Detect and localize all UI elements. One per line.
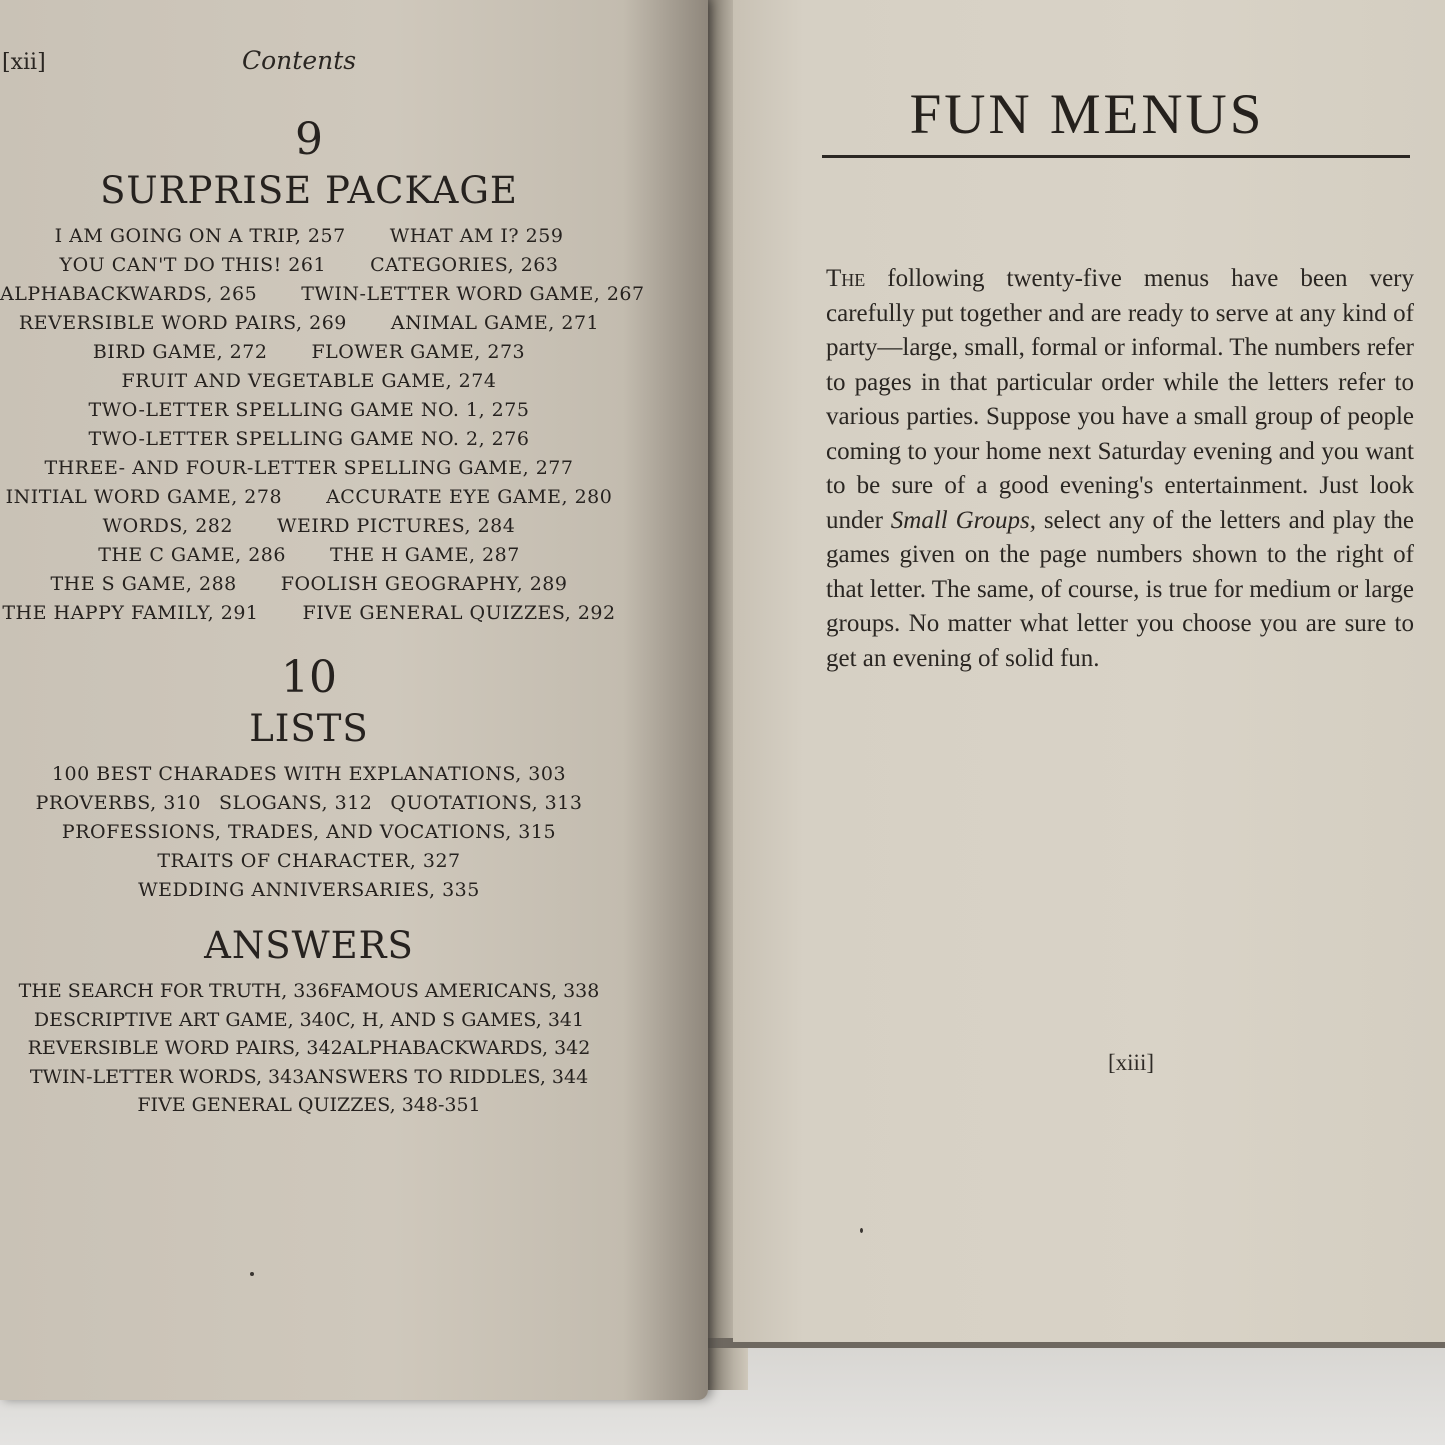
toc-line: [0, 541, 618, 570]
running-head: Contents: [242, 46, 357, 75]
toc-line: [0, 280, 645, 309]
toc-line: [0, 367, 618, 396]
toc-entry: THREE- AND FOUR-LETTER SPELLING GAME, 277: [44, 457, 574, 479]
chapter-10-entries: [0, 760, 618, 905]
toc-entry: ANSWERS TO RIDDLES, 344: [304, 1065, 589, 1088]
toc-entry: WEDDING ANNIVERSARIES, 335: [138, 879, 480, 901]
toc-entry: ACCURATE EYE GAME, 280: [326, 486, 613, 508]
ink-speck: [250, 1272, 254, 1276]
toc-line: [0, 599, 618, 628]
toc-line: [0, 222, 618, 251]
right-page-title: FUN MENUS: [909, 83, 1265, 146]
toc-entry: FAMOUS AMERICANS, 338: [329, 980, 600, 1002]
toc-line: [0, 396, 618, 425]
left-page: [0, 0, 708, 1400]
chapter-9-entries: [0, 222, 645, 628]
body-text-2: select any of the letters and play the games given on the page numbers shown to the right of that letter. The same, of course, is true for medium or large groups. No matter what letter you choose you are sure to get an evening of solid fun.: [826, 506, 1415, 672]
right-folio: [xiii]: [1108, 1050, 1154, 1075]
body-lead-word: The: [826, 265, 866, 292]
toc-line: [0, 1034, 618, 1063]
toc-entry: TWIN-LETTER WORD GAME, 267: [301, 283, 645, 305]
toc-entry: I AM GOING ON A TRIP, 257: [54, 225, 346, 247]
toc-line: [0, 425, 618, 454]
toc-entry: INITIAL WORD GAME, 278: [5, 486, 283, 508]
toc-line: [0, 570, 618, 599]
toc-line: [0, 847, 618, 876]
body-italic-phrase: Small Groups,: [890, 506, 1036, 534]
toc-entry: THE HAPPY FAMILY, 291: [2, 602, 259, 624]
toc-line: [0, 818, 618, 847]
left-folio: [xii]: [2, 50, 46, 75]
chapter-9-number: 9: [295, 114, 323, 165]
toc-entry: REVERSIBLE WORD PAIRS, 269: [18, 312, 347, 334]
toc-entry: THE H GAME, 287: [329, 544, 520, 566]
toc-entry: TWO-LETTER SPELLING GAME NO. 1, 275: [88, 399, 530, 421]
toc-entry: SLOGANS, 312: [218, 792, 373, 814]
toc-line: [0, 789, 618, 818]
ink-speck: [860, 1228, 863, 1233]
left-page-header: [0, 44, 700, 78]
toc-line: [0, 1063, 618, 1092]
chapter-9-title: SURPRISE PACKAGE: [100, 169, 518, 212]
toc-entry: PROVERBS, 310: [35, 792, 201, 814]
toc-line: [0, 309, 618, 338]
answers-title: ANSWERS: [204, 924, 414, 967]
toc-entry: YOU CAN'T DO THIS! 261: [59, 254, 327, 276]
toc-entry: THE S GAME, 288: [50, 573, 237, 595]
toc-line: [0, 760, 618, 789]
toc-entry: FIVE GENERAL QUIZZES, 292: [302, 602, 616, 624]
toc-entry: TRAITS OF CHARACTER, 327: [157, 850, 461, 872]
toc-entry: TWO-LETTER SPELLING GAME NO. 2, 276: [88, 428, 530, 450]
toc-entry: 100 BEST CHARADES WITH EXPLANATIONS, 303: [51, 763, 567, 785]
toc-entry: QUOTATIONS, 313: [390, 792, 583, 814]
toc-entry: BIRD GAME, 272: [92, 341, 268, 363]
toc-line: [0, 483, 618, 512]
toc-line: [0, 512, 618, 541]
toc-entry: THE SEARCH FOR TRUTH, 336: [18, 980, 330, 1002]
answers-entries: [0, 977, 618, 1120]
toc-entry: ALPHABACKWARDS, 265: [0, 283, 258, 305]
title-rule: [822, 155, 1410, 158]
toc-line: [0, 977, 618, 1006]
toc-line: [0, 454, 618, 483]
toc-line: [0, 876, 618, 905]
toc-entry: ANIMAL GAME, 271: [390, 312, 600, 334]
body-text-1: following twenty-five menus have been very carefully put together and are ready to serve at any kind of party—large, small, formal or informal. The numbers refer to pages in that particular order while the letters refer to various parties. Suppose you have a small group of people coming to your home next Saturday evening and you want to be sure of a good evening's entertainment. Just look under: [826, 265, 1414, 534]
toc-line: [0, 1006, 618, 1035]
toc-entry: TWIN-LETTER WORDS, 343: [29, 1065, 305, 1088]
toc-entry: DESCRIPTIVE ART GAME, 340: [33, 1008, 336, 1031]
toc-entry: FRUIT AND VEGETABLE GAME, 274: [121, 370, 497, 392]
toc-entry: WHAT AM I? 259: [389, 225, 564, 247]
toc-entry: FIVE GENERAL QUIZZES, 348-351: [137, 1094, 481, 1116]
toc-entry: FOOLISH GEOGRAPHY, 289: [280, 573, 568, 595]
toc-entry: THE C GAME, 286: [98, 544, 286, 566]
toc-entry: WORDS, 282: [102, 515, 233, 537]
toc-line: [0, 251, 618, 280]
toc-entry: PROFESSIONS, TRADES, AND VOCATIONS, 315: [61, 821, 557, 843]
chapter-10-number: 10: [281, 652, 337, 703]
table-of-contents: [0, 112, 645, 1120]
toc-entry: CATEGORIES, 263: [370, 254, 559, 276]
toc-entry: REVERSIBLE WORD PAIRS, 342: [27, 1037, 343, 1059]
chapter-10-title: LISTS: [249, 707, 369, 750]
toc-entry: C, H, AND S GAMES, 341: [335, 1008, 585, 1031]
toc-line: [0, 338, 618, 367]
toc-line: [0, 1091, 618, 1120]
right-page-body: [826, 262, 1414, 676]
toc-entry: WEIRD PICTURES, 284: [276, 515, 516, 537]
toc-entry: ALPHABACKWARDS, 342: [342, 1037, 591, 1059]
toc-entry: FLOWER GAME, 273: [311, 341, 526, 363]
